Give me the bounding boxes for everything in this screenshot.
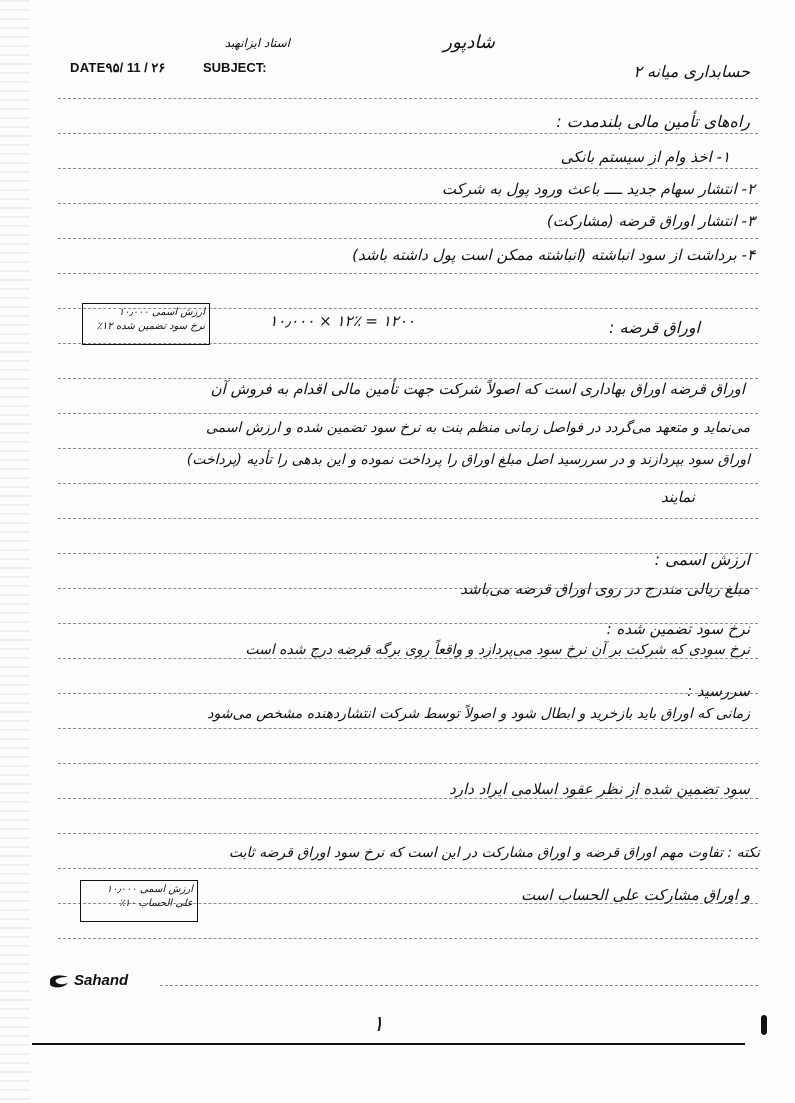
guaranteed-rate-definition: نرخ سودی که شرکت بر آن نرخ سود می‌پردازد و واقعاً روی برگه قرضه درج شده است	[245, 642, 750, 658]
list-item-4: ۴- برداشت از سود انباشته (انباشته ممکن است پول داشته باشد)	[352, 246, 755, 264]
bonds-paragraph-line: اوراق قرضه اوراق بهاداری است که اصولاً شرکت جهت تأمین مالی اقدام به فروش آن	[210, 380, 745, 398]
date-value: ۹۵/ 11 / ۲۶	[105, 60, 166, 75]
date-field	[70, 60, 165, 76]
bond-example-box	[82, 303, 210, 345]
bonds-paragraph-line: اوراق سود بپردازند و در سررسید اصل مبلغ اوراق را پرداخت نموده و این بدهی را تأدیه (پرداخت)	[186, 452, 750, 468]
bonds-paragraph-line: می‌نماید و متعهد می‌گردد در فواصل زمانی منظم بنت به نرخ سود تضمین شده و ارزش اسمی	[205, 420, 750, 436]
bonds-heading: اوراق قرضه :	[609, 318, 700, 337]
ruled-line	[58, 203, 758, 204]
nominal-value-heading: ارزش اسمی :	[654, 550, 750, 569]
date-label: DATE	[70, 60, 106, 75]
key-point-line: و اوراق مشارکت علی الحساب است	[520, 886, 750, 904]
ruled-line	[58, 868, 758, 869]
interest-calculation: ۱۲۰۰ = ۱۲٪ × ۱۰٫۰۰۰	[269, 312, 415, 330]
maturity-definition: زمانی که اوراق باید بازخرید و ابطال شود و اصولاً توسط شرکت انتشاردهنده مشخص می‌شود	[207, 706, 750, 722]
ruled-line	[160, 985, 758, 986]
ruled-line	[58, 763, 758, 764]
ruled-line	[58, 833, 758, 834]
footer-divider	[32, 1043, 745, 1045]
nominal-value-definition: مبلغ ریالی مندرج در روی اوراق قرضه می‌باشد	[460, 580, 750, 598]
list-item-3: ۳- انتشار اوراق قرضه (مشارکت)	[546, 212, 755, 230]
sahand-logo-icon	[48, 973, 70, 989]
ruled-line	[58, 238, 758, 239]
islamic-contracts-note: سود تضمین شده از نظر عقود اسلامی ایراد دارد	[449, 780, 750, 798]
student-name: شادپور	[443, 32, 495, 53]
ruled-line	[58, 168, 758, 169]
scan-edge-mark	[761, 1015, 767, 1035]
ruled-line	[58, 728, 758, 729]
ruled-line	[58, 98, 758, 99]
list-item-2: ۲- انتشار سهام جدید ــــ باعث ورود پول به شرکت	[441, 180, 755, 198]
guaranteed-rate-heading: نرخ سود تضمین شده :	[606, 620, 750, 638]
course-title: حسابداری میانه ۲	[633, 62, 750, 81]
box-nominal-value: ارزش اسمی ۱۰٫۰۰۰	[106, 884, 193, 895]
bonds-paragraph-line: نمایند	[661, 488, 695, 506]
ruled-line	[58, 798, 758, 799]
box-provisional-rate: علی الحساب ۱۰٪	[119, 898, 193, 909]
box-guaranteed-rate: نرخ سود تضمین شده ۱۲٪	[96, 321, 205, 332]
section-heading: راه‌های تأمین مالی بلندمدت :	[556, 112, 750, 131]
ruled-line	[58, 483, 758, 484]
ruled-line	[58, 378, 758, 379]
scan-edge-noise	[0, 0, 30, 1103]
brand-logo	[48, 972, 128, 989]
brand-name: Sahand	[74, 972, 129, 989]
box-nominal-value: ارزش اسمی ۱۰٫۰۰۰	[118, 307, 205, 318]
ruled-line	[58, 938, 758, 939]
list-item-1: ۱- اخذ وام از سیستم بانکی	[560, 148, 730, 166]
page-number: ۱	[372, 1012, 384, 1037]
teacher-name: استاد ایزانهبد	[224, 36, 290, 50]
participation-example-box	[80, 880, 198, 922]
ruled-line	[58, 133, 758, 134]
ruled-line	[58, 413, 758, 414]
ruled-line	[58, 518, 758, 519]
key-point-line: نکته : تفاوت مهم اوراق قرضه و اوراق مشارکت در این است که نرخ سود اوراق قرضه ثابت	[228, 845, 760, 861]
ruled-line	[58, 273, 758, 274]
subject-label: SUBJECT:	[203, 60, 267, 75]
ruled-line	[58, 448, 758, 449]
ruled-line	[58, 658, 758, 659]
maturity-heading: سررسید :	[687, 682, 750, 700]
